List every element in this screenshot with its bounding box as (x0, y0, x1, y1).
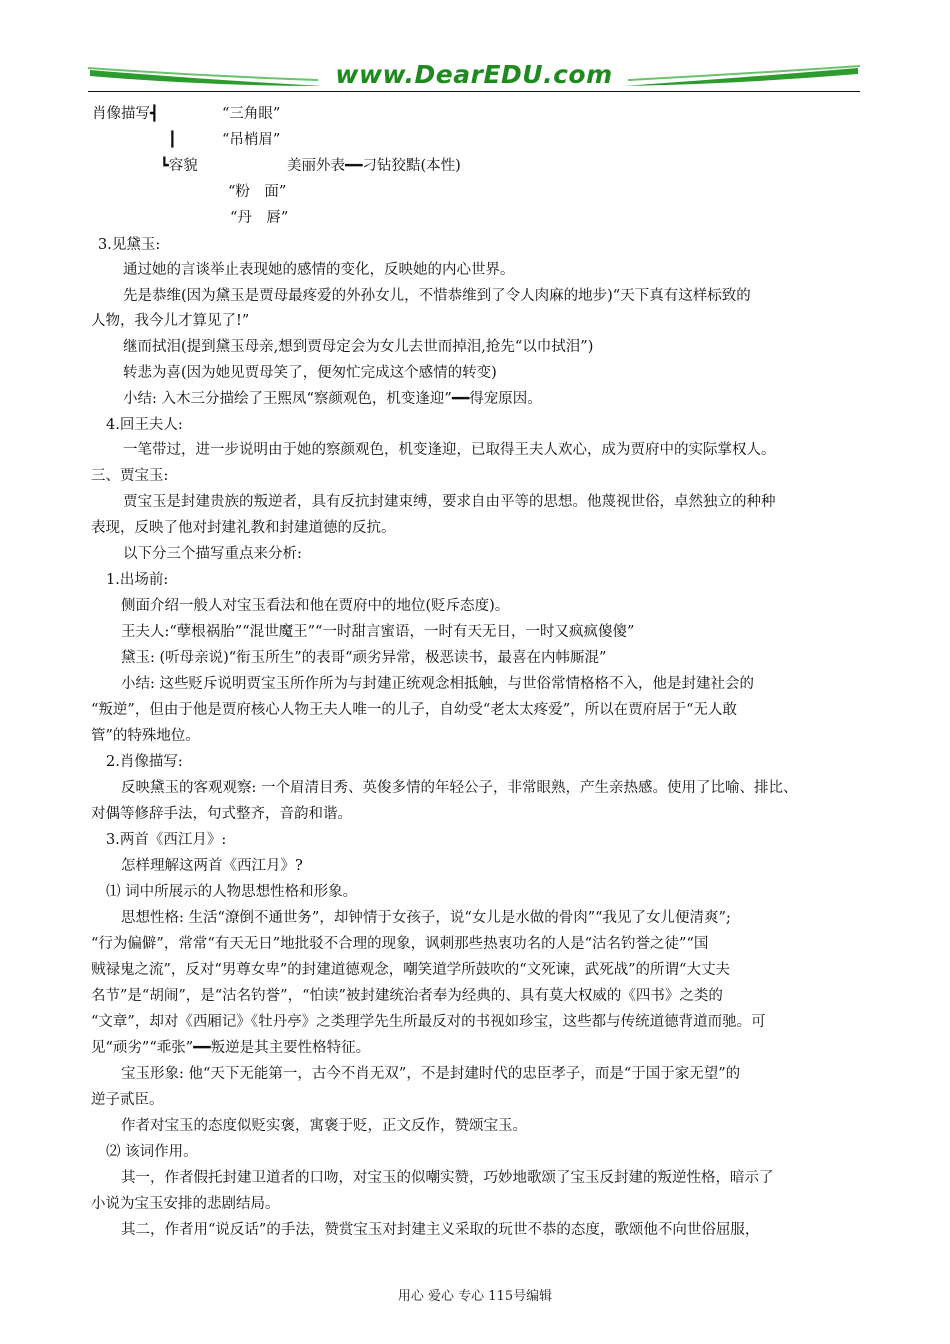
outline-item: “丹 唇” (230, 210, 289, 226)
section-heading: 三、贾宝玉: (91, 468, 169, 484)
text-line: 小结: 这些贬斥说明贾宝玉所作所为与封建正统观念相抵触，与世俗常情格格不入，他是封建社会的 (121, 676, 754, 692)
outline-item: “三角眼” (222, 106, 281, 122)
text-line: 小结: 入木三分描绘了王熙凤“察颜观色，机变逢迎”━━得宠原因。 (123, 391, 542, 407)
section-heading: 3.两首《西江月》: (106, 832, 227, 848)
section-heading: 4.回王夫人: (106, 417, 183, 433)
text-line: 侧面介绍一般人对宝玉看法和他在贾府中的地位(贬斥态度)。 (121, 598, 510, 614)
text-line: 贼禄鬼之流”，反对“男尊女卑”的封建道德观念，嘲笑道学所鼓吹的“文死谏，武死战”的所谓“大丈夫 (91, 962, 730, 978)
header-rule (88, 91, 860, 92)
text-line: “叛逆”，但由于他是贾府核心人物王夫人唯一的儿子，自幼受“老太太疼爱”，所以在贾府居于“无人敢 (91, 702, 738, 718)
text-line: ⑵ 该词作用。 (106, 1144, 198, 1160)
text-line: 逆子贰臣。 (91, 1092, 164, 1108)
text-line: 宝玉形象: 他“天下无能第一，古今不肖无双”，不是封建时代的忠臣孝子，而是“于国于家无望”的 (121, 1066, 741, 1082)
text-line: 思想性格: 生活“潦倒不通世务”，却钟情于女孩子，说“女儿是水做的骨肉”“我见了女儿便清爽”; (121, 910, 731, 926)
text-line: 以下分三个描写重点来分析: (123, 546, 302, 562)
outline-item: “粉 面” (228, 184, 287, 200)
text-line: 继而拭泪(提到黛玉母亲,想到贾母定会为女儿去世而掉泪,抢先“以巾拭泪”) (123, 339, 594, 355)
site-logo: www.DearEDU.com (335, 60, 613, 89)
outline-branch: ┃ (168, 132, 177, 148)
outline-item: 美丽外表━━刁钻狡黠(本性) (287, 158, 461, 174)
outline-branch: ┗容貌 (160, 158, 198, 174)
text-line: 见“顽劣”“乖张”━━叛逆是其主要性格特征。 (91, 1040, 371, 1056)
text-line: 先是恭维(因为黛玉是贾母最疼爱的外孙女儿，不惜恭维到了令人肉麻的地步)“天下真有这样标致的 (123, 288, 751, 304)
text-line: 人物，我今儿才算见了!” (91, 313, 250, 329)
section-heading: 1.出场前: (106, 572, 169, 588)
text-line: 通过她的言谈举止表现她的感情的变化，反映她的内心世界。 (123, 262, 515, 278)
text-line: 作者对宝玉的态度似贬实褒，寓褒于贬，正文反作，赞颂宝玉。 (121, 1118, 527, 1134)
section-heading: 3.见黛玉: (98, 237, 161, 253)
text-line: 管”的特殊地位。 (91, 728, 200, 744)
text-line: ⑴ 词中所展示的人物思想性格和形象。 (106, 884, 358, 900)
outline-label: 肖像描写┫ (92, 106, 159, 122)
text-line: 名节”是“胡闹”，是“沽名钓誉”，“怕读”被封建统治者奉为经典的、具有莫大权威的《四书》之类的 (91, 988, 723, 1004)
text-line: 王夫人:“孽根祸胎”“混世魔王”“一时甜言蜜语，一时有天无日，一时又疯疯傻傻” (121, 624, 635, 640)
header-banner (88, 56, 860, 96)
text-line: “文章”，却对《西厢记》《牡丹亭》之类理学先生所最反对的书视如珍宝，这些都与传统道德背道而驰。可 (91, 1014, 766, 1030)
page-footer: 用心 爱心 专心 115号编辑 (397, 1289, 553, 1304)
text-line: 小说为宝玉安排的悲剧结局。 (91, 1196, 280, 1212)
text-line: “行为偏僻”，常常“有天无日”地批驳不合理的现象，讽刺那些热衷功名的人是“沽名钓誉之徒”“国 (91, 936, 709, 952)
outline-item: “吊梢眉” (222, 132, 281, 148)
text-line: 对偶等修辞手法，句式整齐，音韵和谐。 (91, 806, 352, 822)
text-line: 怎样理解这两首《西江月》? (121, 858, 303, 874)
text-line: 其二，作者用“说反话”的手法，赞赏宝玉对封建主义采取的玩世不恭的态度，歌颂他不向世俗屈服， (121, 1222, 760, 1238)
text-line: 转悲为喜(因为她见贾母笑了，便匆忙完成这个感情的转变) (123, 365, 497, 381)
section-heading: 2.肖像描写: (106, 754, 183, 770)
text-line: 贾宝玉是封建贵族的叛逆者，具有反抗封建束缚，要求自由平等的思想。他蔑视世俗，卓然独立的种种 (123, 494, 776, 510)
text-line: 表现，反映了他对封建礼教和封建道德的反抗。 (91, 520, 396, 536)
text-line: 其一，作者假托封建卫道者的口吻，对宝玉的似嘲实赞，巧妙地歌颂了宝玉反封建的叛逆性格，暗示了 (121, 1170, 774, 1186)
text-line: 一笔带过，进一步说明由于她的察颜观色，机变逢迎，已取得王夫人欢心，成为贾府中的实际掌权人。 (123, 442, 776, 458)
text-line: 反映黛玉的客观观察: 一个眉清目秀、英俊多情的年轻公子，非常眼熟，产生亲热感。使用了比喻、排比、 (121, 780, 798, 796)
text-line: 黛玉: (听母亲说)“衔玉所生”的表哥“顽劣异常，极恶读书，最喜在内帏厮混” (121, 650, 607, 666)
